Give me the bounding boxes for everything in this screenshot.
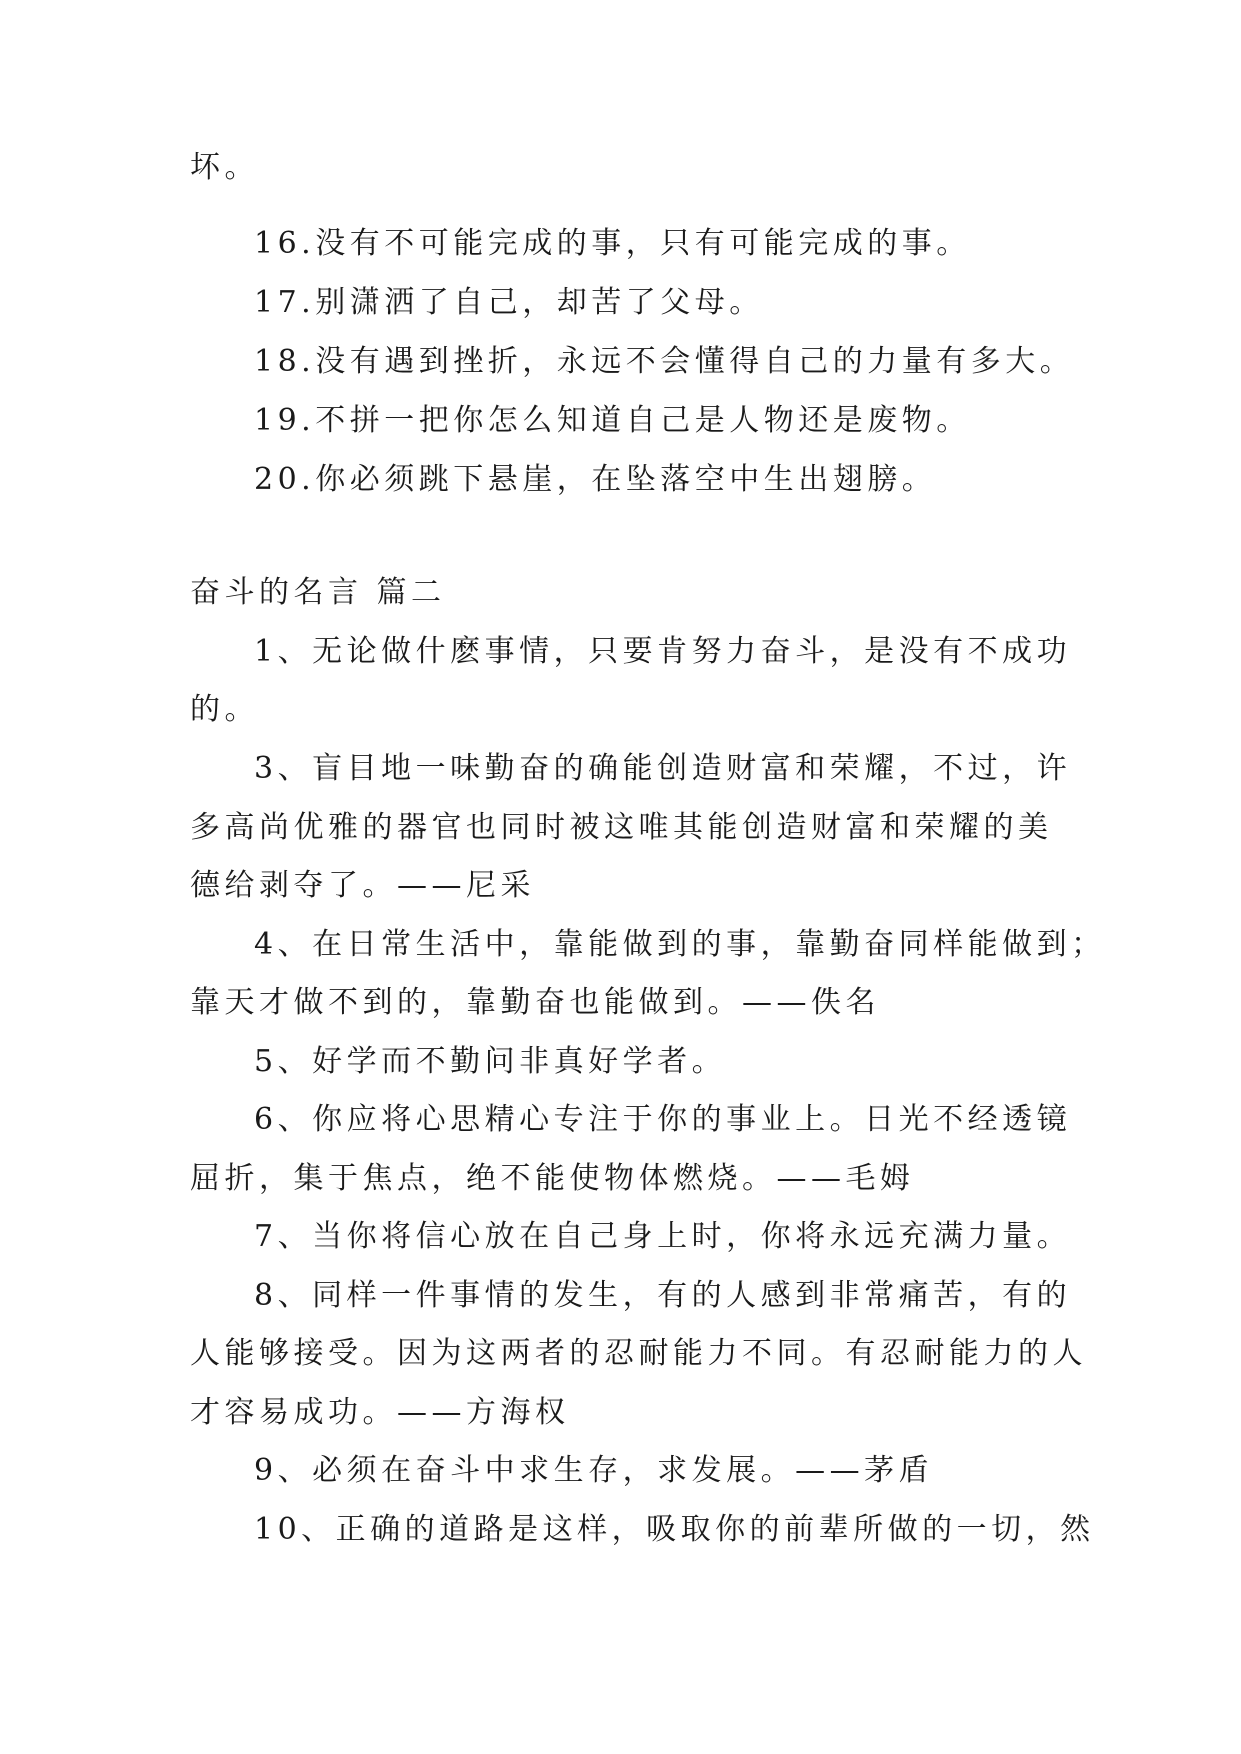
text-line: 17.别潇洒了自己，却苦了父母。 xyxy=(254,285,764,320)
text-line: 1、无论做什麽事情，只要肯努力奋斗，是没有不成功 xyxy=(254,634,1072,669)
text-line: 20.你必须跳下悬崖，在坠落空中生出翅膀。 xyxy=(254,462,937,497)
text-line: 坏。 xyxy=(190,150,259,185)
text-line: 屈折，集于焦点，绝不能使物体燃烧。——毛姆 xyxy=(190,1161,915,1196)
text-line: 6、你应将心思精心专注于你的事业上。日光不经透镜 xyxy=(254,1102,1072,1137)
text-line: 5、好学而不勤问非真好学者。 xyxy=(254,1044,727,1079)
text-line: 靠天才做不到的，靠勤奋也能做到。——佚名 xyxy=(190,985,880,1020)
text-line: 才容易成功。——方海权 xyxy=(190,1395,570,1430)
section-heading: 奋斗的名言 篇二 xyxy=(190,575,446,610)
text-line: 德给剥夺了。——尼采 xyxy=(190,868,535,903)
text-line: 8、同样一件事情的发生，有的人感到非常痛苦，有的 xyxy=(254,1278,1072,1313)
text-line: 4、在日常生活中，靠能做到的事，靠勤奋同样能做到； xyxy=(254,927,1106,962)
text-line: 10、正确的道路是这样，吸取你的前辈所做的一切，然 xyxy=(254,1512,1095,1547)
text-line: 16.没有不可能完成的事，只有可能完成的事。 xyxy=(254,226,971,261)
text-line: 人能够接受。因为这两者的忍耐能力不同。有忍耐能力的人 xyxy=(190,1336,1087,1371)
text-line: 的。 xyxy=(190,692,259,727)
text-line: 19.不拼一把你怎么知道自己是人物还是废物。 xyxy=(254,403,971,438)
text-line: 多高尚优雅的器官也同时被这唯其能创造财富和荣耀的美 xyxy=(190,810,1053,845)
text-line: 18.没有遇到挫折，永远不会懂得自己的力量有多大。 xyxy=(254,344,1075,379)
text-line: 9、必须在奋斗中求生存，求发展。——茅盾 xyxy=(254,1453,934,1488)
text-line: 3、盲目地一味勤奋的确能创造财富和荣耀，不过，许 xyxy=(254,751,1072,786)
text-line: 7、当你将信心放在自己身上时，你将永远充满力量。 xyxy=(254,1219,1072,1254)
